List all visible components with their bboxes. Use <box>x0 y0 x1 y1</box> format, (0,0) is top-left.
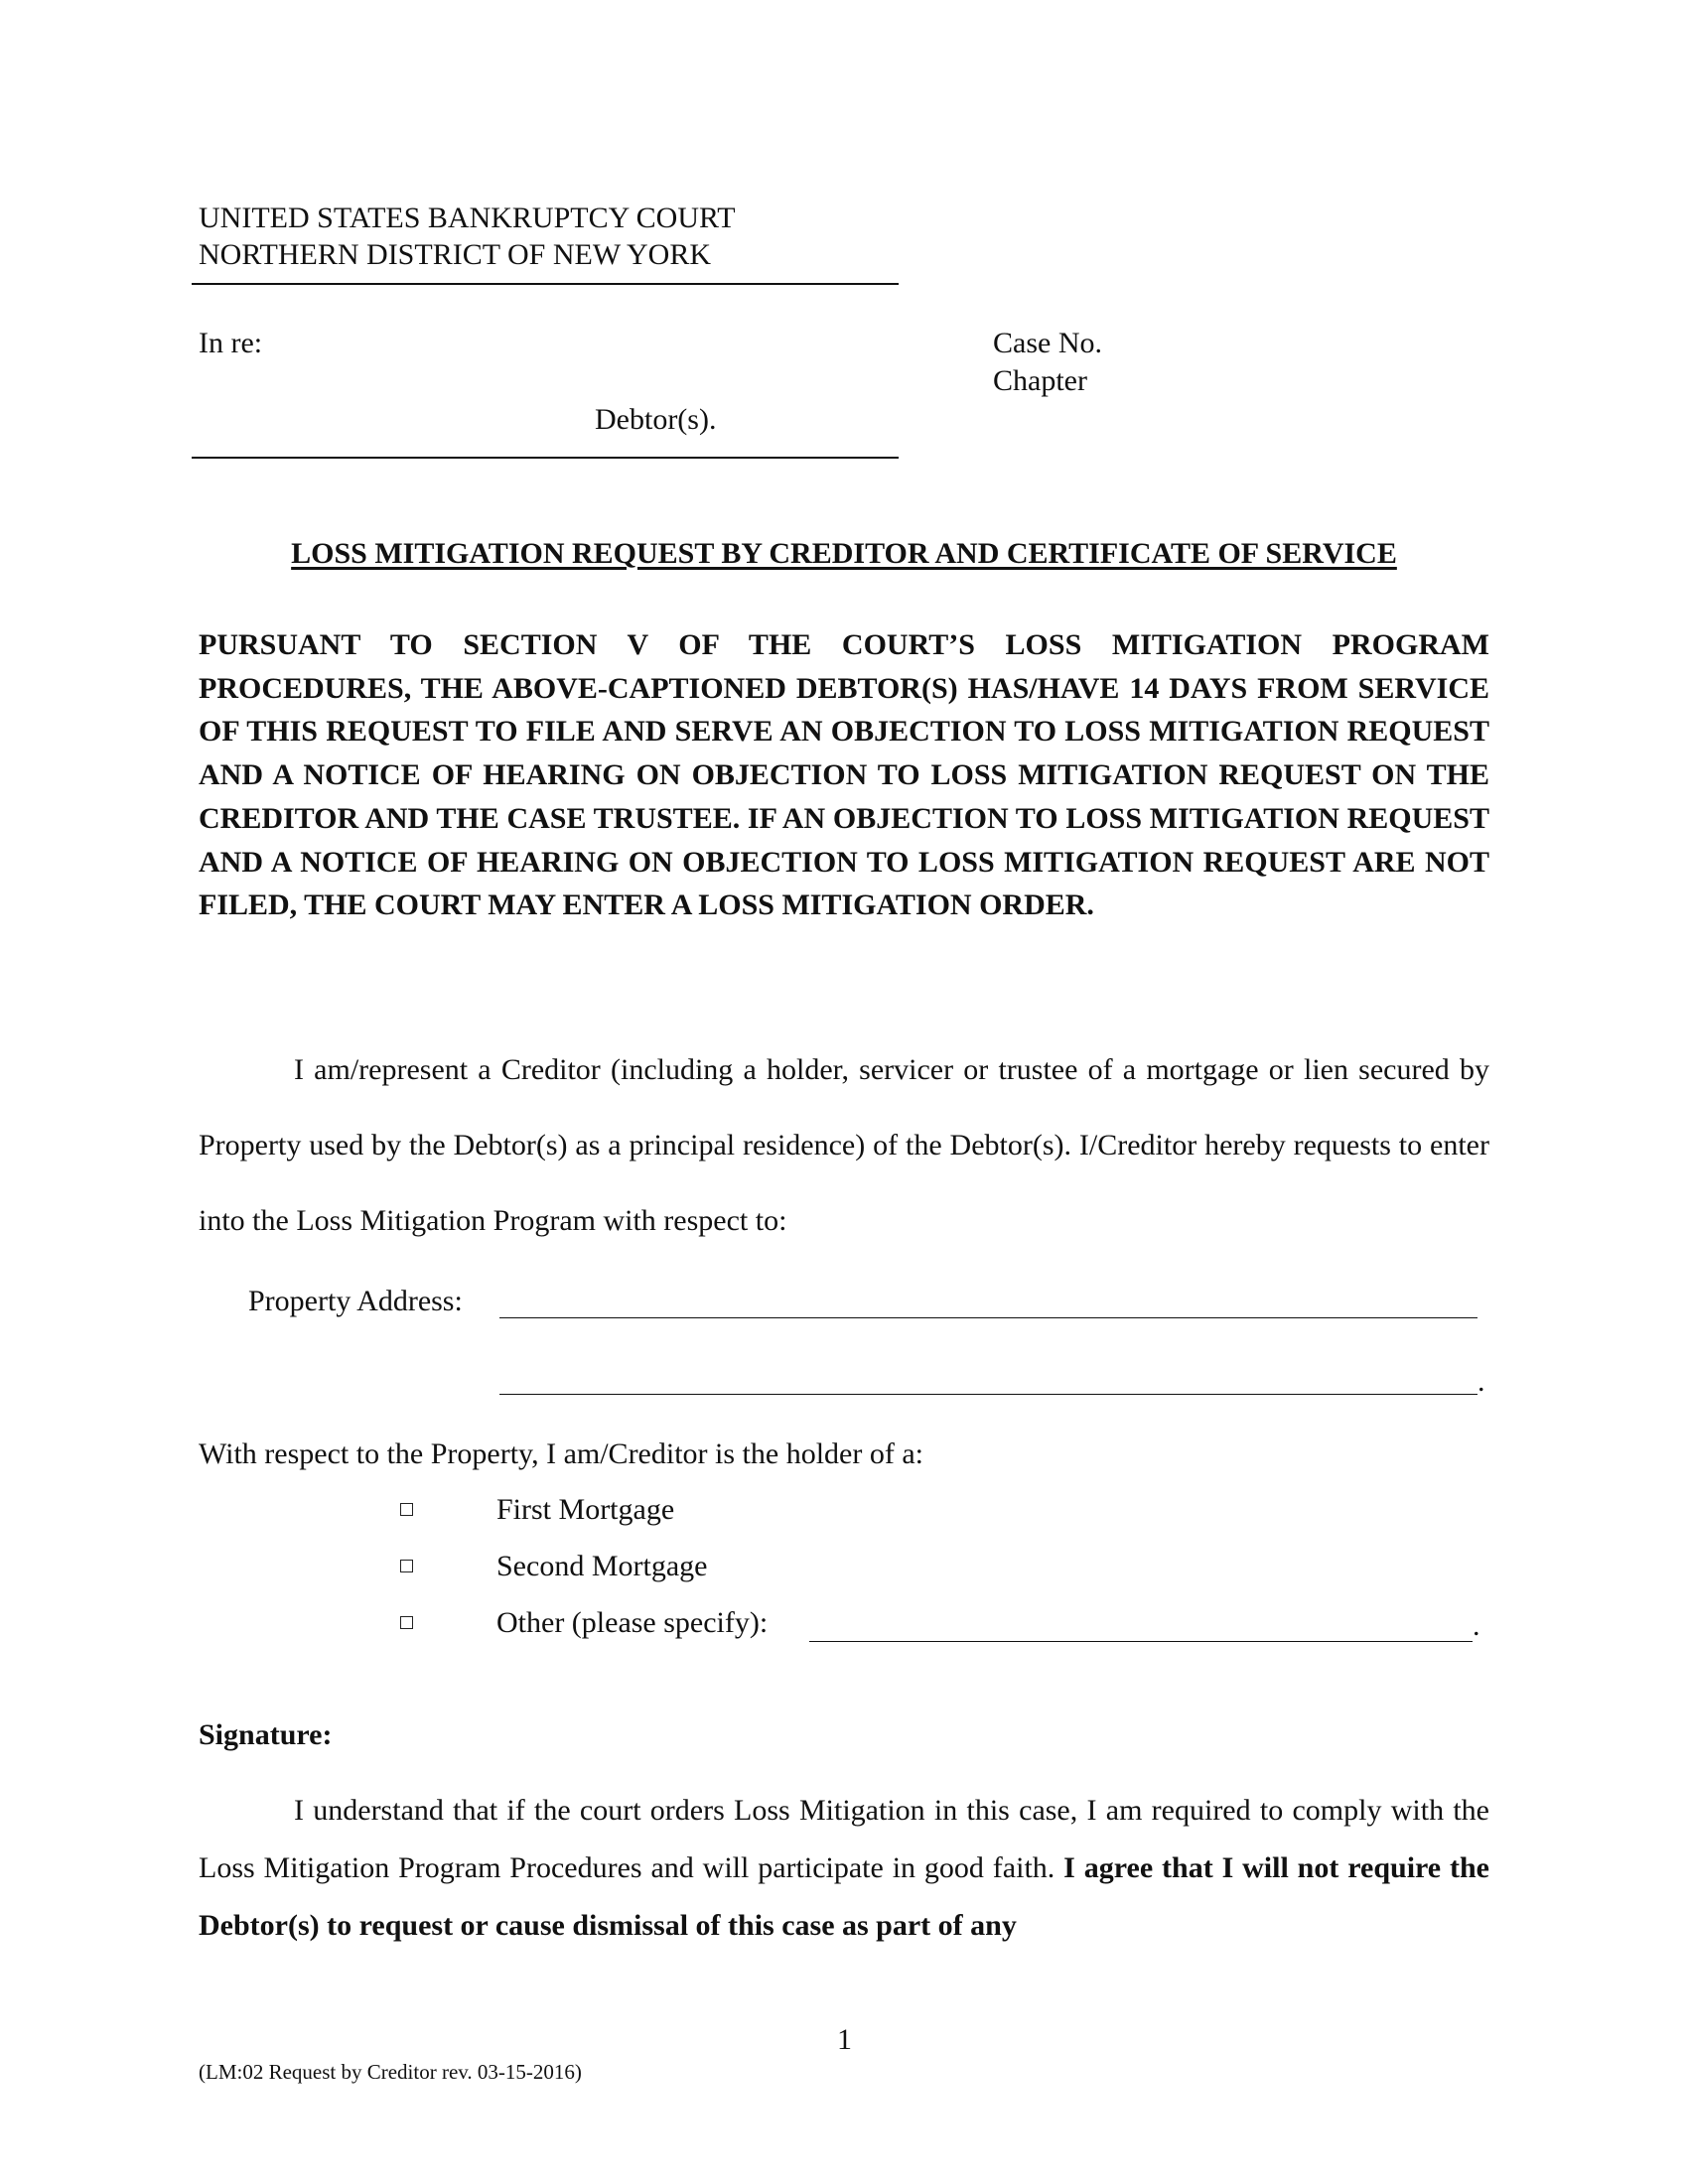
property-address-underline-1 <box>499 1317 1477 1318</box>
signature-paragraph <box>199 1782 1489 1955</box>
caption-divider-top <box>192 283 899 285</box>
second-mortgage-label: Second Mortgage <box>496 1550 708 1582</box>
chapter-label: Chapter <box>993 364 1087 397</box>
document-title: LOSS MITIGATION REQUEST BY CREDITOR AND CERTIFICATE OF SERVICE <box>291 537 1397 570</box>
first-mortgage-label: First Mortgage <box>496 1493 675 1526</box>
property-address-period: . <box>1477 1365 1485 1398</box>
other-specify-field[interactable] <box>809 1603 1473 1639</box>
second-mortgage-checkbox[interactable] <box>400 1560 413 1572</box>
signature-text: I understand that if the court orders Loss Mitigation in this case, I am required to comply with the Loss Mitigation Program Procedures and will participate in good faith. <box>199 1794 1489 1884</box>
request-paragraph: I am/represent a Creditor (including a holder, servicer or trustee of a mortgage or lien secured by Property used by the Debtor(s) as a principal residence) of the Debtor(s). I/Creditor hereby requests to enter into the Loss Mitigation Program with respect to: <box>199 1053 1489 1237</box>
court-name: UNITED STATES BANKRUPTCY COURT <box>199 202 736 234</box>
holder-intro: With respect to the Property, I am/Creditor is the holder of a: <box>199 1437 923 1470</box>
first-mortgage-checkbox[interactable] <box>400 1503 413 1516</box>
other-label: Other (please specify): <box>496 1606 769 1639</box>
in-re-label: In re: <box>199 327 263 359</box>
form-identifier: (LM:02 Request by Creditor rev. 03-15-2016) <box>199 2060 582 2084</box>
property-address-label: Property Address: <box>248 1285 463 1317</box>
court-district: NORTHERN DISTRICT OF NEW YORK <box>199 238 711 271</box>
other-checkbox[interactable] <box>400 1616 413 1629</box>
objection-notice: PURSUANT TO SECTION V OF THE COURT’S LOSS MITIGATION PROGRAM PROCEDURES, THE ABOVE-CAPTIONED DEBTOR(S) HAS/HAVE 14 DAYS FROM SERVICE OF THIS REQUEST TO FILE AND SERVE AN OBJECTION TO LOSS MITIGATION REQUEST AND A NOTICE OF HEARING ON OBJECTION TO LOSS MITIGATION REQUEST ON THE CREDITOR AND THE CASE TRUSTEE. IF AN OBJECTION TO LOSS MITIGATION REQUEST AND A NOTICE OF HEARING ON OBJECTION TO LOSS MITIGATION REQUEST ARE NOT FILED, THE COURT MAY ENTER A LOSS MITIGATION ORDER. <box>199 628 1489 922</box>
debtors-label: Debtor(s). <box>595 403 717 436</box>
caption-divider-bottom <box>192 457 899 459</box>
case-number-label: Case No. <box>993 327 1102 359</box>
signature-heading: Signature: <box>199 1718 333 1751</box>
property-address-underline-2 <box>499 1394 1477 1395</box>
page-number: 1 <box>837 2023 852 2056</box>
other-period: . <box>1473 1609 1480 1642</box>
other-specify-underline <box>809 1641 1473 1642</box>
property-address-field-line1[interactable] <box>499 1280 1477 1315</box>
property-address-field-line2[interactable] <box>499 1357 1477 1393</box>
signature-agreement-text: I agree that I will not require the Debtor(s) to request or cause dismissal of this case as part of any <box>199 1851 1489 1942</box>
